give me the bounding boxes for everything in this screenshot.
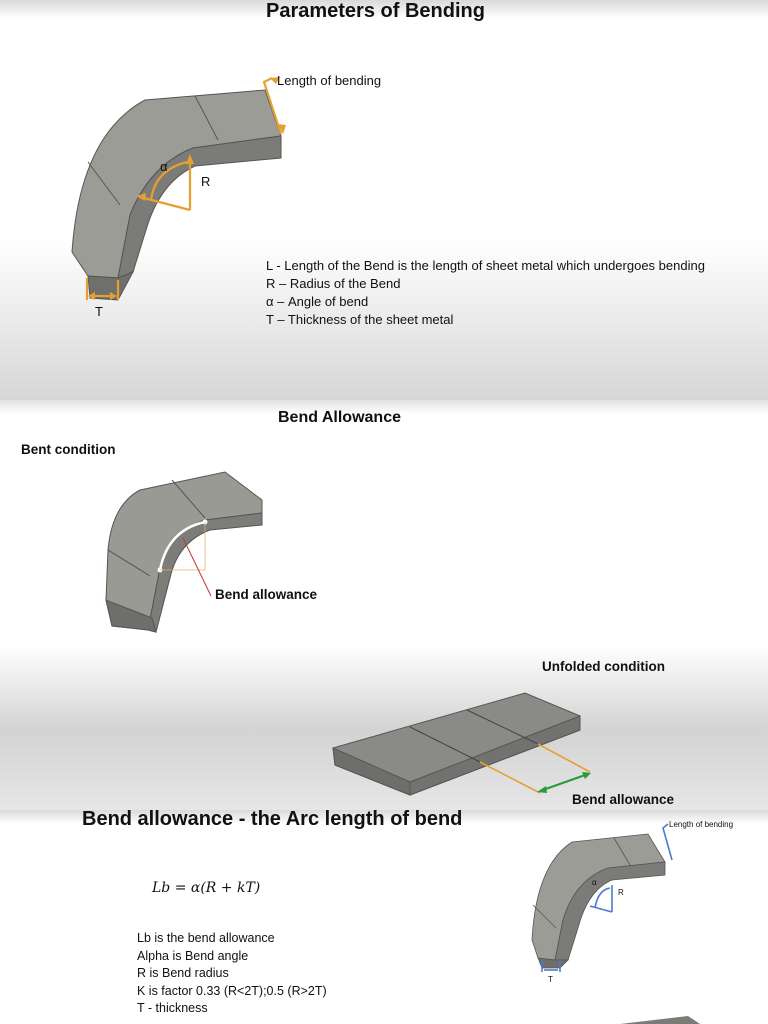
bent-condition-label: Bent condition (21, 442, 116, 457)
formula-notes (137, 930, 327, 1018)
note-t: T - thickness (137, 1001, 208, 1015)
bent-part (106, 472, 262, 632)
note-alpha: Alpha is Bend angle (137, 948, 249, 963)
radius-label: R (201, 174, 211, 189)
legend-line-length: L - Length of the Bend is the length of sheet metal which undergoes bending (266, 258, 705, 273)
alpha-label: α (160, 159, 168, 174)
bend-allowance-illustrations (0, 400, 768, 810)
bend-allowance-formula: Lb = α(R + kT) (152, 880, 261, 896)
mini-t-label: T (548, 975, 553, 984)
slide-bend-allowance (0, 400, 768, 810)
slide-parameters-of-bending (0, 0, 768, 400)
unfolded-condition-label: Unfolded condition (542, 659, 665, 674)
allowance-dimension (540, 774, 588, 791)
slide3-title: Bend allowance - the Arc length of bend (82, 810, 463, 830)
note-lb: Lb is the bend allowance (137, 931, 275, 945)
mini-r-label: R (618, 888, 624, 897)
length-of-bending-label: Length of bending (277, 73, 382, 88)
bend-allowance-pointer (183, 538, 211, 596)
mini-bent-sheet (532, 834, 665, 968)
legend-line-thickness: T – Thickness of the sheet metal (266, 312, 454, 327)
legend-line-radius: R – Radius of the Bend (266, 276, 401, 291)
note-r: R is Bend radius (137, 966, 229, 980)
bent-sheet-top-face (72, 90, 281, 278)
partial-next-slide-shape (620, 1016, 700, 1024)
legend-line-angle: α – Angle of bend (266, 294, 369, 309)
thickness-label: T (95, 304, 103, 319)
note-k: K is factor 0.33 (R<2T);0.5 (R>2T) (137, 983, 327, 998)
mini-bent-sheet-illustration (0, 810, 768, 1024)
mini-alpha-label: α (592, 878, 597, 887)
parameter-legend (266, 257, 705, 329)
unfolded-plate (333, 693, 591, 795)
bent-sheet-illustration (0, 0, 768, 400)
bend-allowance-label: Bend allowance (215, 587, 318, 602)
bend-allowance-label-unfolded: Bend allowance (572, 792, 675, 807)
slide1-title: Parameters of Bending (266, 0, 485, 22)
slide-bend-allowance-arc-length (0, 810, 768, 1024)
slide2-title: Bend Allowance (278, 409, 401, 426)
mini-length-label: Length of bending (669, 820, 734, 829)
